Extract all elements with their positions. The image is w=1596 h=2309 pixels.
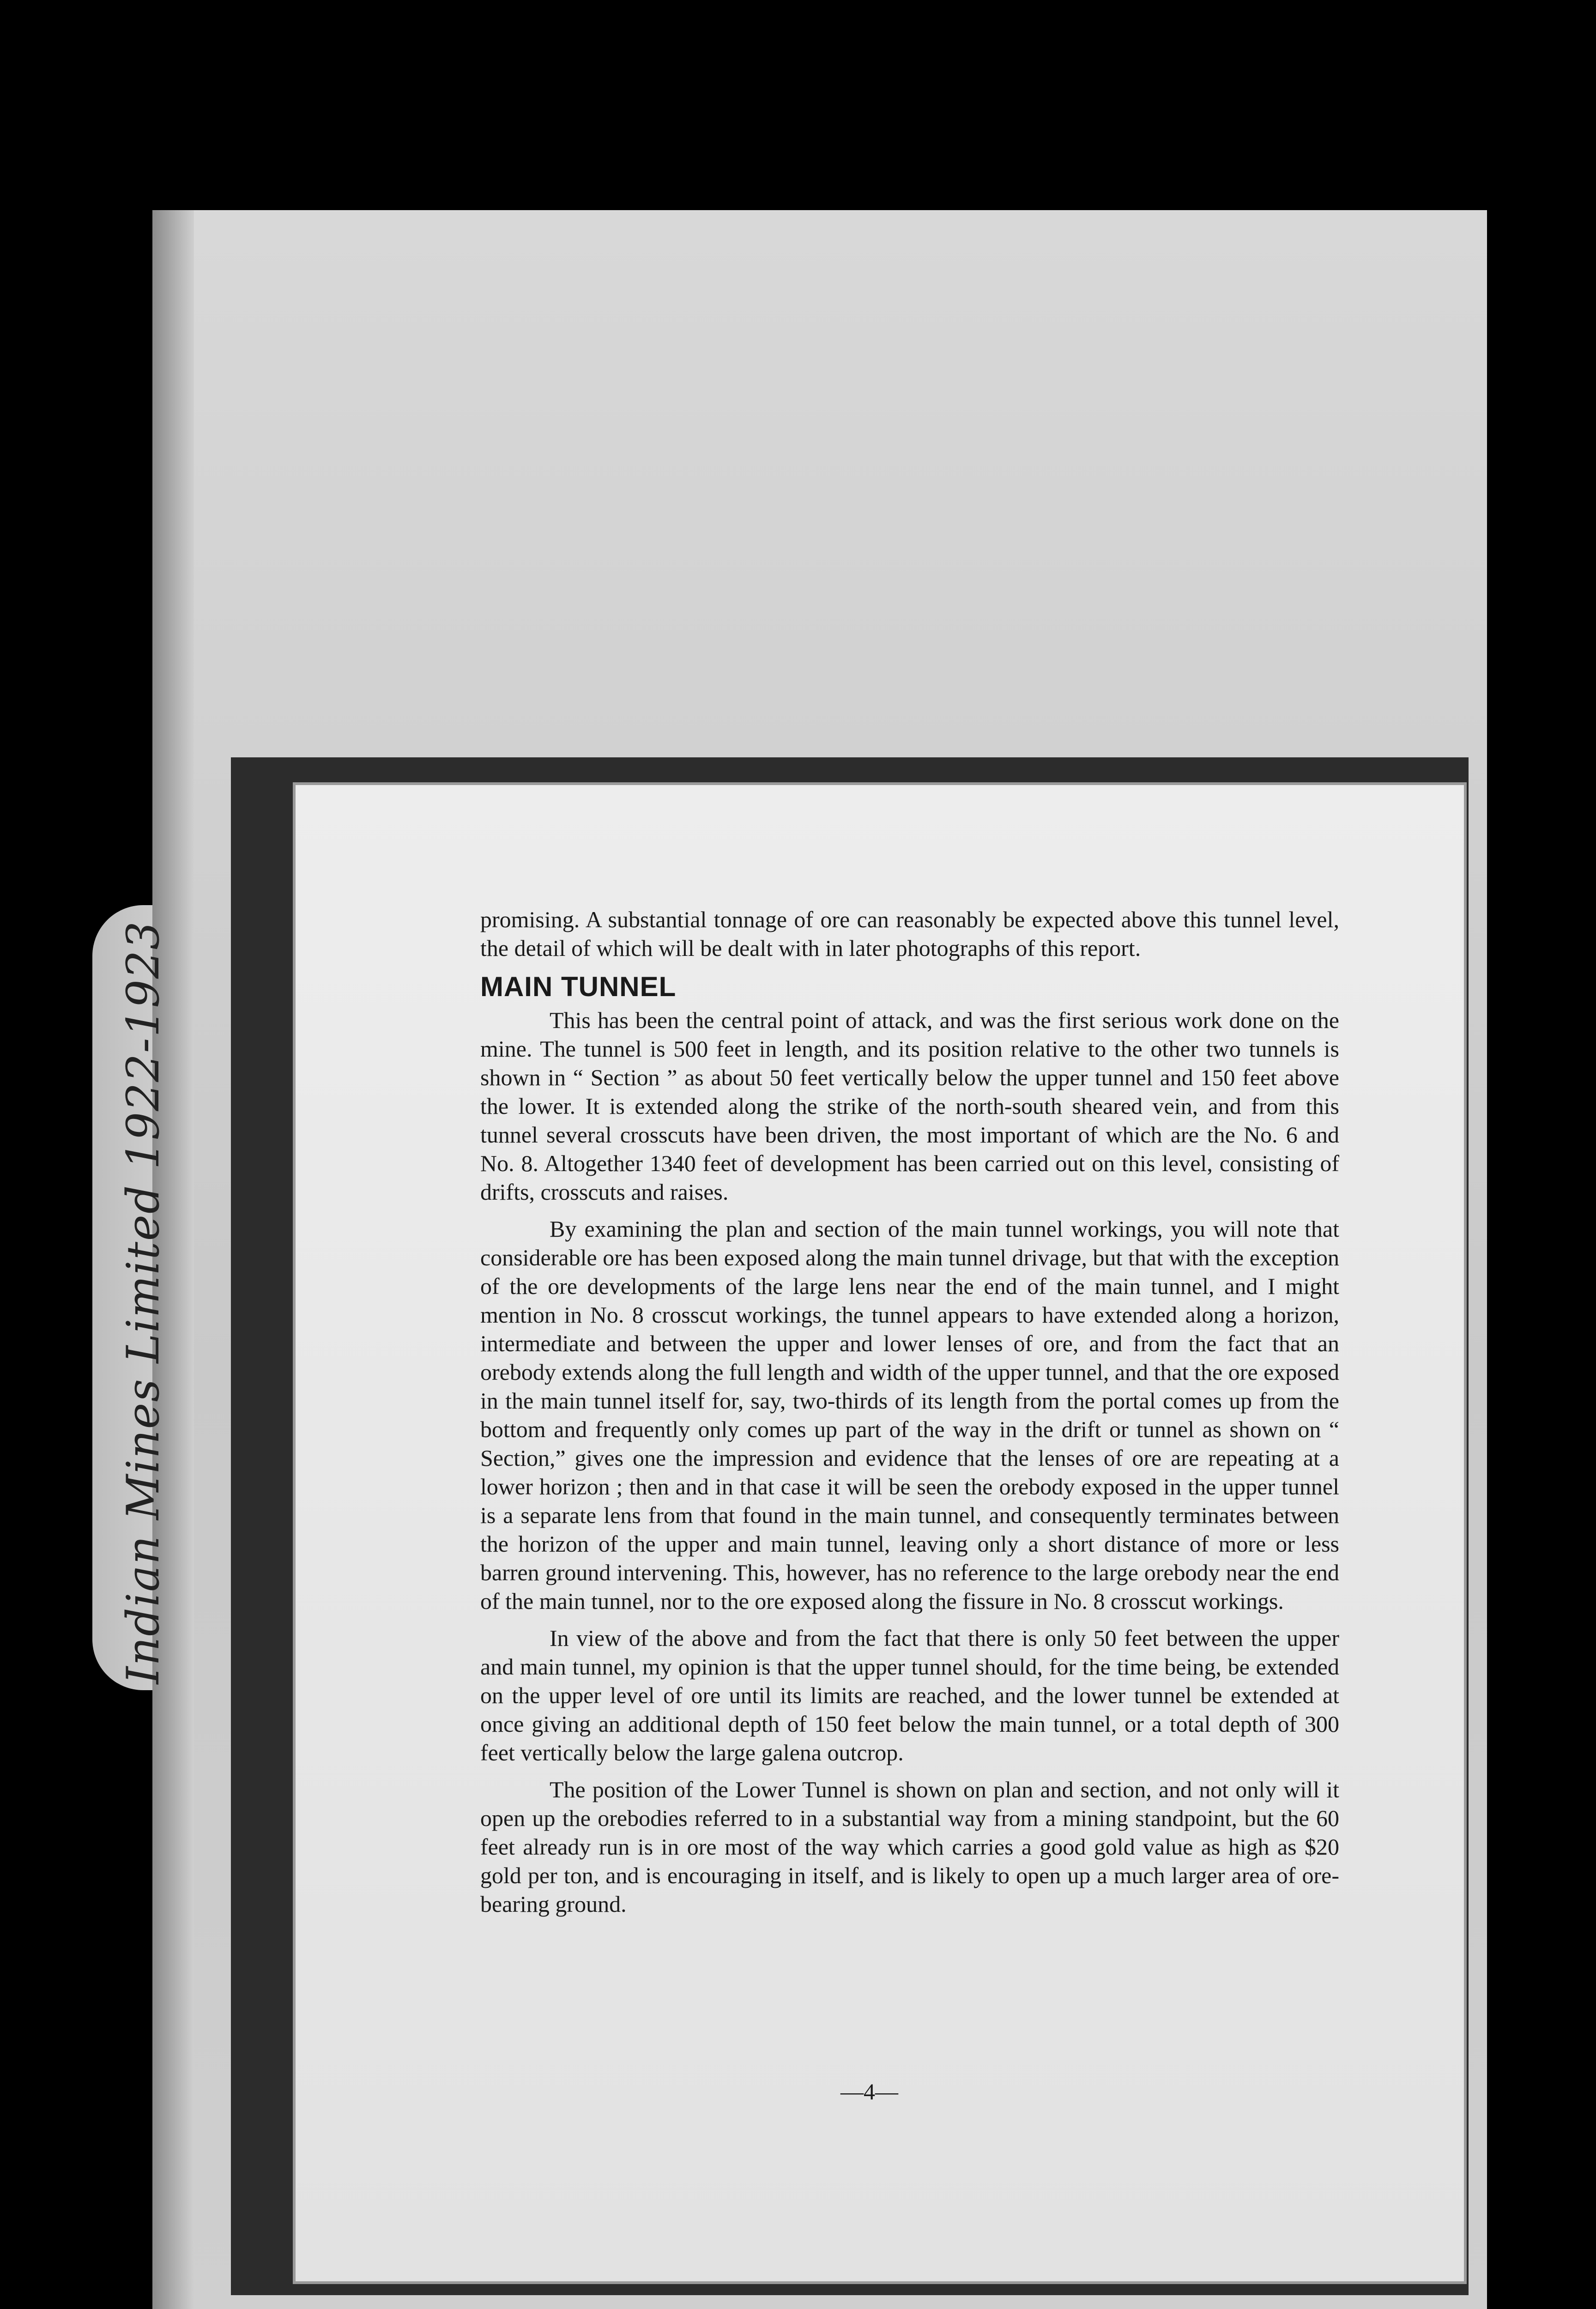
paragraph-2: By examining the plan and section of the main tunnel workings, you will note that considerable ore has been exposed along the main tunnel drivage, but that with the exception of the ore developments of the large lens near the end of the main tunnel, and I might mention in No. 8 crosscut workings, the tunnel appears to have extended along a horizon, intermediate and between the upper and lower lenses of ore, and from the fact that an orebody extends along the full length and width of the upper tunnel, and that the ore exposed in the main tunnel itself for, say, two-thirds of its length from the portal comes up from the bottom and frequently only comes up part of the way in the drift or tunnel as shown on “ Section,” gives one the impression and evidence that the lenses of ore are repeating at a lower horizon ; then and in that case it will be seen the orebody exposed in the upper tunnel is a separate lens from that found in the main tunnel, and consequently terminates between the horizon of the upper and main tunnel, leaving only a short distance of more or less barren ground intervening. This, however, has no reference to the large orebody near the end of the main tunnel, nor to the ore exposed along the fissure in No. 8 crosscut workings. xyxy=(480,1216,1339,1614)
paragraph-3: In view of the above and from the fact that there is only 50 feet between the upper and main tunnel, my opinion is that the upper tunnel should, for the time being, be extended on the upper level of ore until its limits are reached, and the lower tunnel be extended at once giving an additional depth of 150 feet below the main tunnel, or a total depth of 300 feet vertically below the large galena outcrop. xyxy=(480,1625,1339,1765)
page-body xyxy=(480,905,1339,1927)
section-heading: MAIN TUNNEL xyxy=(480,971,677,1002)
paragraph-1: This has been the central point of attack, and was the first serious work done on the mine. The tunnel is 500 feet in length, and its position relative to the other two tunnels is shown in “ Section ” as about 50 feet vertically below the upper tunnel and 150 feet above the lower. It is extended along the strike of the north-south sheared vein, and from this tunnel several crosscuts have been driven, the most important of which are the No. 6 and No. 8. Altogether 1340 feet of development has been carried out on this level, consisting of drifts, crosscuts and raises. xyxy=(480,1007,1339,1205)
handwritten-tab-note xyxy=(92,920,194,1684)
page-number: —4— xyxy=(840,2079,898,2104)
tab-note-text: Indian Mines Limited 1922-1923 xyxy=(117,920,169,1684)
paragraph-4: The position of the Lower Tunnel is shown on plan and section, and not only will it open up the orebodies referred to in a substantial way from a mining standpoint, but the 60 feet already run is in ore most of the way which carries a good gold value as high as $20 gold per ton, and is encouraging in itself, and is likely to open up a much larger area of ore-bearing ground. xyxy=(480,1777,1339,1917)
document-page xyxy=(296,785,1464,2281)
intro-paragraph: promising. A substantial tonnage of ore can reasonably be expected above this tunnel level, the detail of which will be dealt with in later photographs of this report. xyxy=(480,907,1339,961)
